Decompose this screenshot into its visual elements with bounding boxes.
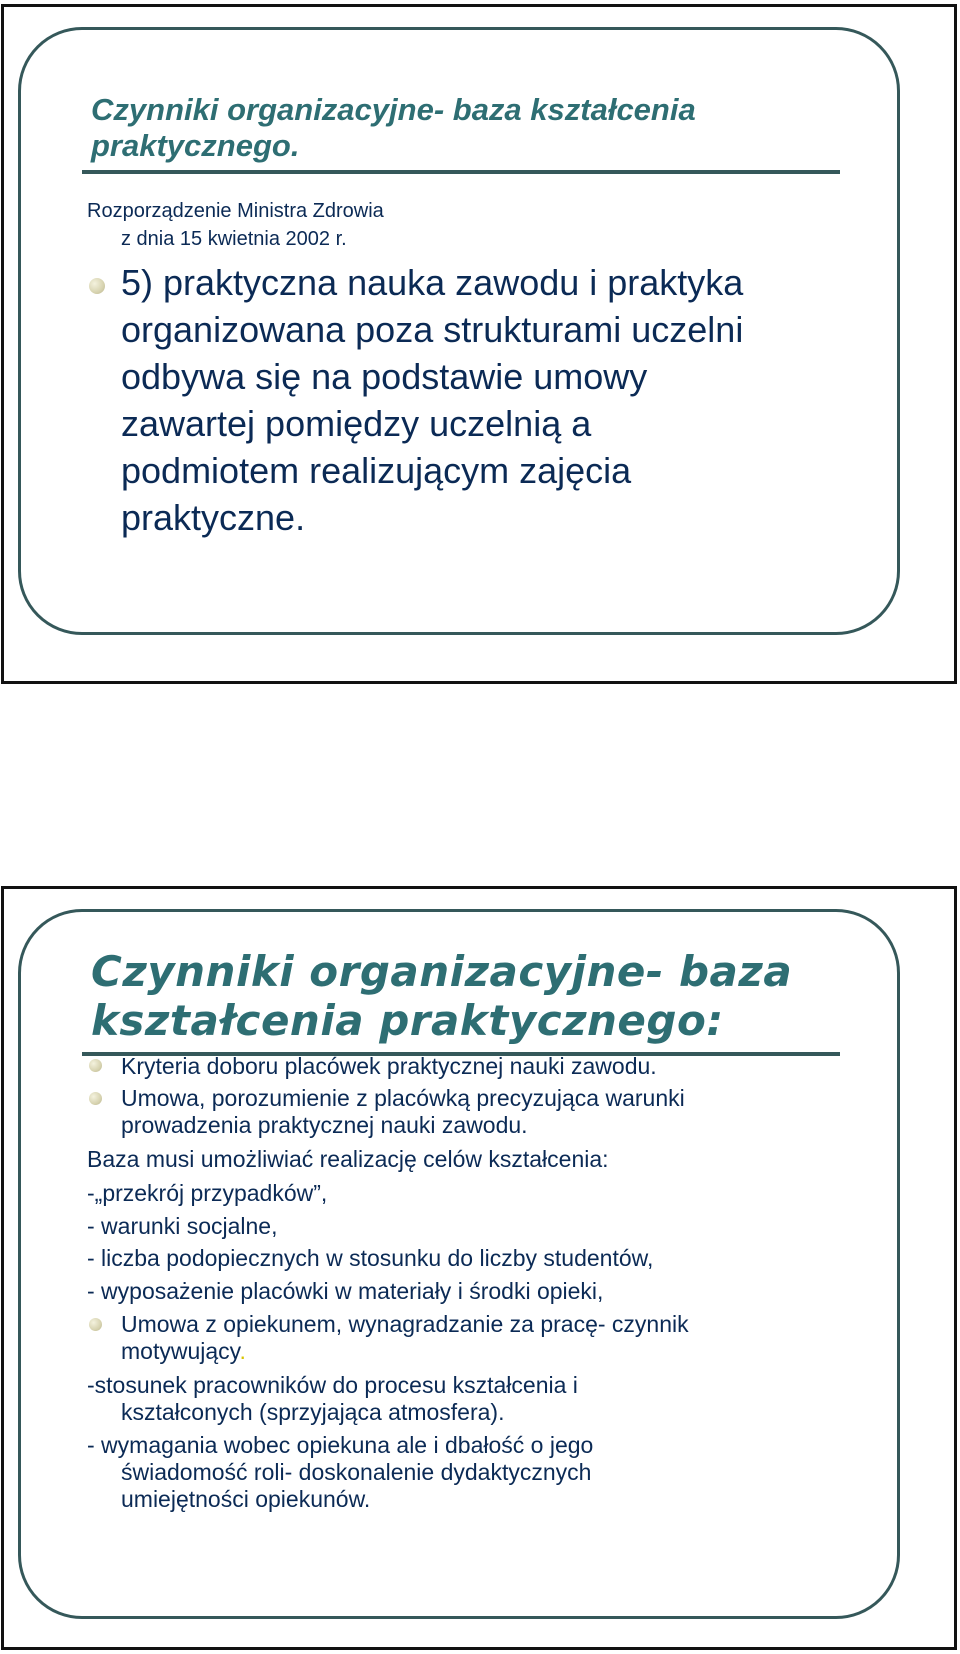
slide-1-title-line2: praktycznego. xyxy=(91,128,300,163)
slide-2-list-item: - warunki socjalne, xyxy=(87,1213,278,1239)
slide-2-base-line: Baza musi umożliwiać realizację celów kształcenia: xyxy=(87,1146,609,1172)
slide-2-demands-line1: - wymagania wobec opiekuna ale i dbałość o jego xyxy=(87,1432,594,1458)
slide-1-bullet-line: podmiotem realizującym zajęcia xyxy=(121,450,632,491)
slide-2-list-item: - wyposażenie placówki w materiały i środki opieki, xyxy=(87,1278,604,1304)
slide-1-regulation-line1: Rozporządzenie Ministra Zdrowia xyxy=(87,200,384,222)
slide-2-demands-line2: świadomość roli- doskonalenie dydaktycznych xyxy=(121,1459,592,1485)
bullet-icon xyxy=(89,1318,102,1331)
slide-2-title-line1: Czynniki organizacyjne- baza xyxy=(91,947,793,996)
slide-2-bullet-3-line2 xyxy=(121,1338,246,1365)
slide-2-relations-line2: kształconych (sprzyjająca atmosfera). xyxy=(121,1399,505,1425)
slide-1-title-line1: Czynniki organizacyjne- baza kształcenia xyxy=(91,92,696,127)
slide-2-bullet-3-line1: Umowa z opiekunem, wynagradzanie za pracę- czynnik xyxy=(121,1311,689,1337)
slide-2-bullet-3-period: . xyxy=(239,1338,246,1364)
slide-1-bullet-line: zawartej pomiędzy uczelnią a xyxy=(121,403,592,444)
bullet-icon xyxy=(89,278,105,294)
bullet-icon xyxy=(89,1092,102,1105)
slide-2-list-item: - liczba podopiecznych w stosunku do liczby studentów, xyxy=(87,1245,654,1271)
slide-1-bullet-line: praktyczne. xyxy=(121,497,306,538)
slide-2-list-item: -„przekrój przypadków”, xyxy=(87,1180,328,1206)
slide-2-title-line2: kształcenia praktycznego: xyxy=(91,996,724,1045)
slide-2-bullet-3-text: motywujący xyxy=(121,1338,240,1364)
slide-2-bullet-2-line2: prowadzenia praktycznej nauki zawodu. xyxy=(121,1112,528,1138)
slide-2-bullet-2-line1: Umowa, porozumienie z placówką precyzująca warunki xyxy=(121,1085,685,1111)
slide-1-bullet-line: odbywa się na podstawie umowy xyxy=(121,356,648,397)
bullet-icon xyxy=(89,1059,102,1072)
slide-2-bullet-1: Kryteria doboru placówek praktycznej nauki zawodu. xyxy=(121,1053,657,1079)
slide-1-title-rule xyxy=(82,170,840,174)
slide-1-bullet-line: 5) praktyczna nauka zawodu i praktyka xyxy=(121,262,744,303)
slide-1-bullet-line: organizowana poza strukturami uczelni xyxy=(121,309,744,350)
slide-1-regulation-line2: z dnia 15 kwietnia 2002 r. xyxy=(121,228,347,250)
slide-2-demands-line3: umiejętności opiekunów. xyxy=(121,1486,371,1512)
slide-2-relations-line1: -stosunek pracowników do procesu kształcenia i xyxy=(87,1372,578,1398)
